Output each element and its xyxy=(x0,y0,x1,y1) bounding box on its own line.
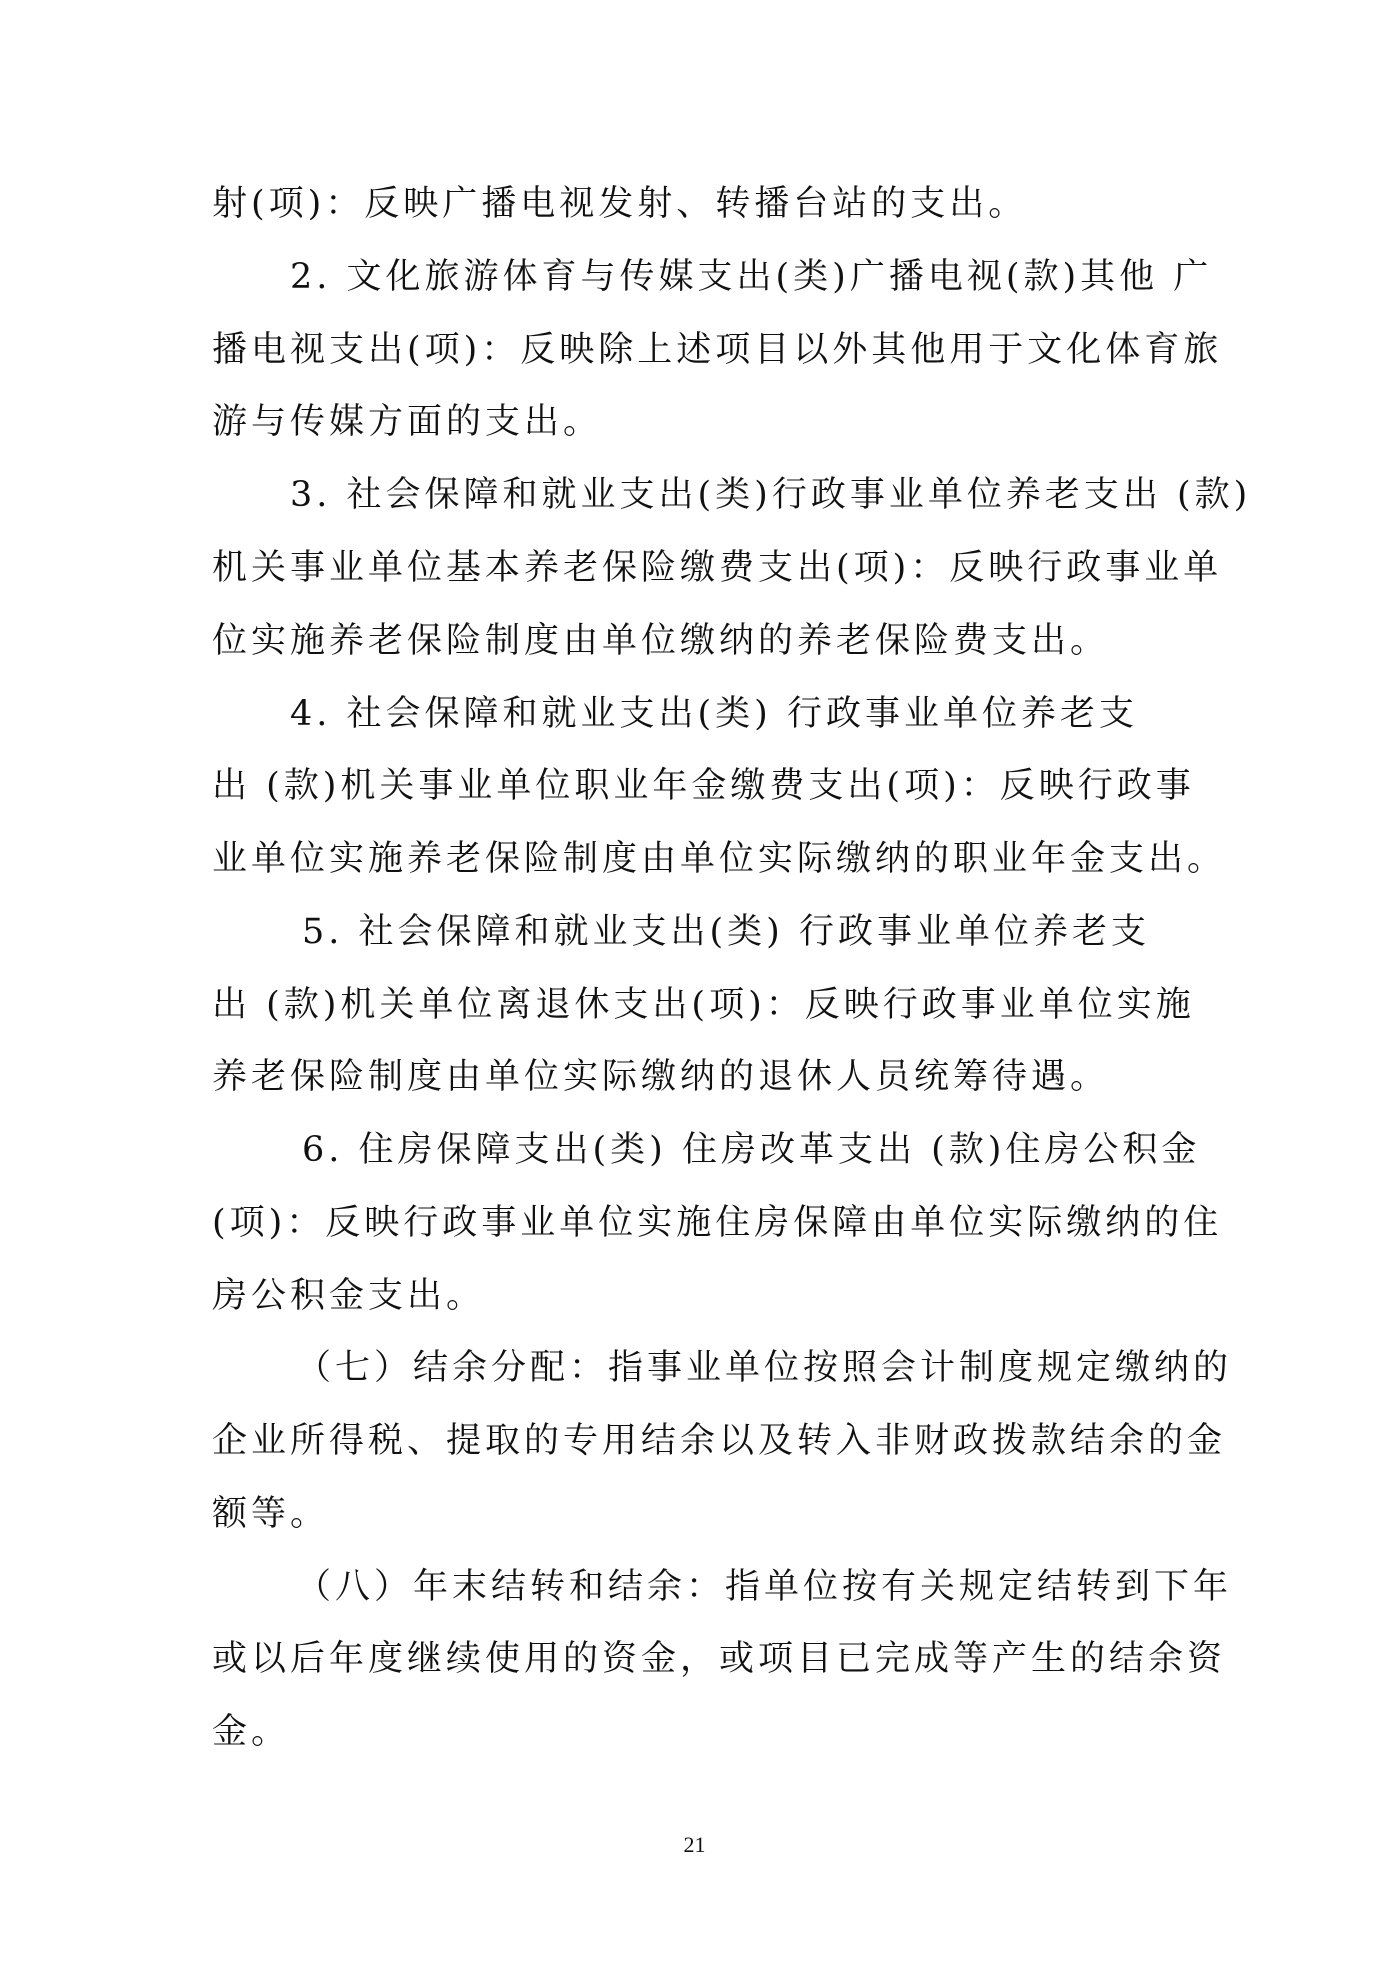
text-line-6: 机关事业单位基本养老保险缴费支出(项)：反映行政事业单 xyxy=(212,548,1223,588)
text-line-8: 4. 社会保障和就业支出(类) 行政事业单位养老支 xyxy=(290,694,1138,734)
text-line-1: 射(项)：反映广播电视发射、转播台站的支出。 xyxy=(212,184,1028,224)
text-line-22: 金。 xyxy=(212,1712,291,1752)
page-number: 21 xyxy=(683,1832,706,1857)
text-line-15: (项)：反映行政事业单位实施住房保障由单位实际缴纳的住 xyxy=(212,1203,1223,1243)
text-line-13: 养老保险制度由单位实际缴纳的退休人员统筹待遇。 xyxy=(212,1057,1110,1097)
text-line-10: 业单位实施养老保险制度由单位实际缴纳的职业年金支出。 xyxy=(212,839,1227,879)
text-line-19: 额等。 xyxy=(212,1494,330,1534)
text-line-14: 6. 住房保障支出(类) 住房改革支出 (款)住房公积金 xyxy=(302,1130,1201,1170)
text-line-4: 游与传媒方面的支出。 xyxy=(212,402,603,442)
text-line-3: 播电视支出(项)：反映除上述项目以外其他用于文化体育旅 xyxy=(212,330,1223,370)
text-line-9: 出 (款)机关事业单位职业年金缴费支出(项)：反映行政事 xyxy=(212,766,1195,806)
text-line-20: （八）年末结转和结余：指单位按有关规定结转到下年 xyxy=(296,1567,1233,1607)
text-line-7: 位实施养老保险制度由单位缴纳的养老保险费支出。 xyxy=(212,621,1110,661)
text-line-17: （七）结余分配：指事业单位按照会计制度规定缴纳的 xyxy=(296,1348,1233,1388)
text-line-18: 企业所得税、提取的专用结余以及转入非财政拨款结余的金 xyxy=(212,1421,1227,1461)
text-line-12: 出 (款)机关单位离退休支出(项)：反映行政事业单位实施 xyxy=(212,985,1195,1025)
text-line-21: 或以后年度继续使用的资金，或项目已完成等产生的结余资 xyxy=(212,1639,1227,1679)
text-line-5: 3. 社会保障和就业支出(类)行政事业单位养老支出 (款) xyxy=(290,475,1252,515)
text-line-2: 2. 文化旅游体育与传媒支出(类)广播电视(款)其他 广 xyxy=(290,257,1213,297)
text-line-16: 房公积金支出。 xyxy=(212,1276,486,1316)
text-line-11: 5. 社会保障和就业支出(类) 行政事业单位养老支 xyxy=(302,912,1150,952)
